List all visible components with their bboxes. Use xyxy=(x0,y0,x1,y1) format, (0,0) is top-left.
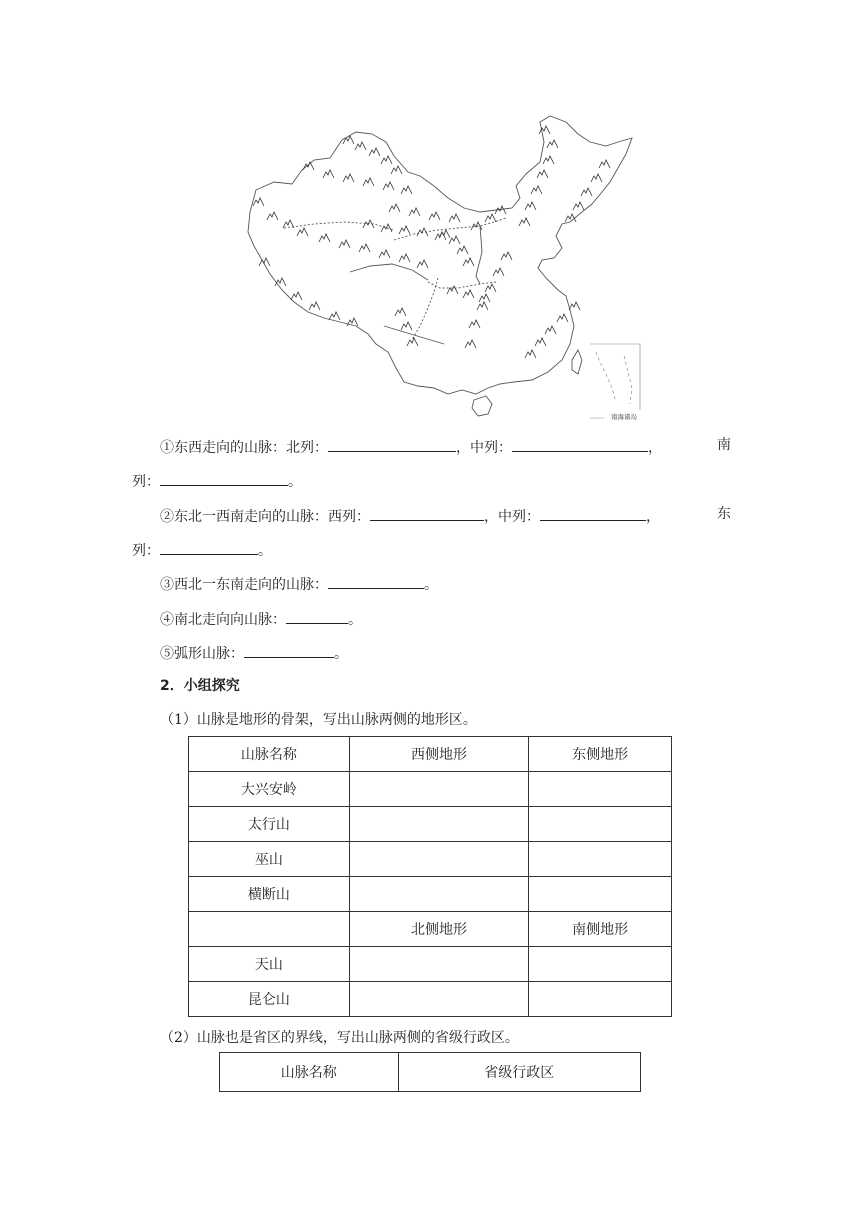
mountain-symbol xyxy=(303,162,314,170)
mountain-symbol xyxy=(525,202,536,210)
question-2-end: 。 xyxy=(258,543,272,559)
section-2-part-1: （1）山脉是地形的骨架，写出山脉两侧的地形区。 xyxy=(160,712,477,728)
row-label: 横断山 xyxy=(189,877,350,912)
question-3-line xyxy=(160,572,438,595)
mountain-symbol xyxy=(391,166,402,174)
subheader-blank xyxy=(189,912,350,947)
question-1-end: 。 xyxy=(288,474,302,490)
mountain-symbol xyxy=(449,214,460,222)
row-label: 太行山 xyxy=(189,807,350,842)
question-1-south-label: ， xyxy=(648,440,662,456)
question-2-line-2 xyxy=(132,538,272,561)
answer-cell[interactable] xyxy=(529,947,672,982)
mountain-symbol xyxy=(267,212,278,220)
answer-blank-nw-se[interactable] xyxy=(328,572,424,589)
answer-blank-south[interactable] xyxy=(160,469,288,486)
answer-blank-center[interactable] xyxy=(540,504,646,521)
mountain-symbol xyxy=(469,320,480,328)
mountain-symbol xyxy=(297,228,308,236)
question-4-line xyxy=(160,607,362,630)
mountain-symbol xyxy=(485,284,496,292)
question-1-mid-label: ，中列： xyxy=(456,440,512,456)
question-1-prefix: ①东西走向的山脉：北列： xyxy=(160,440,328,456)
mountain-symbol xyxy=(401,186,412,194)
table-header-row xyxy=(220,1053,641,1092)
question-2-east-char: 东 xyxy=(717,506,731,522)
mountain-symbol xyxy=(355,142,366,150)
answer-cell[interactable] xyxy=(529,842,672,877)
answer-cell[interactable] xyxy=(529,982,672,1017)
terrain-table xyxy=(188,736,672,1017)
mountain-symbol xyxy=(465,340,476,348)
answer-cell[interactable] xyxy=(349,772,529,807)
mountain-symbol xyxy=(463,258,474,266)
mountain-symbol xyxy=(457,246,468,254)
mountain-symbol xyxy=(343,174,354,182)
header-south-terrain: 南侧地形 xyxy=(529,912,672,947)
answer-blank-west[interactable] xyxy=(370,504,484,521)
question-3-end: 。 xyxy=(424,577,438,593)
answer-blank-arc[interactable] xyxy=(244,641,334,658)
mountain-symbol xyxy=(383,182,394,190)
mountain-symbol xyxy=(493,268,504,276)
mountain-symbol xyxy=(599,160,610,168)
mountain-symbol xyxy=(369,148,380,156)
section-2-part-2: （2）山脉也是省区的界线，写出山脉两侧的省级行政区。 xyxy=(160,1030,519,1046)
mountain-symbol xyxy=(359,244,370,252)
mountain-symbol xyxy=(547,140,558,148)
row-label: 昆仑山 xyxy=(189,982,350,1017)
mountain-symbol xyxy=(537,170,548,178)
question-2-east-label: ， xyxy=(646,509,660,525)
header-north-terrain: 北侧地形 xyxy=(349,912,529,947)
province-table xyxy=(219,1052,641,1092)
question-3-prefix: ③西北一东南走向的山脉： xyxy=(160,577,328,593)
mountain-symbol xyxy=(581,188,592,196)
row-label: 巫山 xyxy=(189,842,350,877)
mountain-symbol xyxy=(535,338,546,346)
answer-blank-middle[interactable] xyxy=(512,435,648,452)
mountain-symbol xyxy=(343,136,354,144)
answer-blank-ns[interactable] xyxy=(286,607,348,624)
mountain-symbol xyxy=(379,250,390,258)
header-west-terrain: 西侧地形 xyxy=(349,737,529,772)
taiwan-island xyxy=(572,350,582,374)
question-1-line-1 xyxy=(160,435,662,458)
header-province: 省级行政区 xyxy=(398,1053,640,1092)
mountain-symbol xyxy=(573,202,584,210)
mountain-symbol xyxy=(545,326,556,334)
header-mountain-name: 山脉名称 xyxy=(220,1053,399,1092)
inset-label: 南海诸岛 xyxy=(611,413,637,421)
question-1-south-char: 南 xyxy=(717,437,731,453)
mountain-symbol xyxy=(399,226,410,234)
table-row xyxy=(189,842,672,877)
mountain-symbol xyxy=(381,156,392,164)
answer-blank-east[interactable] xyxy=(160,538,258,555)
mountain-symbol xyxy=(323,170,334,178)
mountain-symbol xyxy=(417,228,428,236)
question-2-prefix: ②东北一西南走向的山脉：西列： xyxy=(160,509,370,525)
mountain-symbol xyxy=(495,206,506,214)
mountain-symbol xyxy=(363,178,374,186)
question-5-line xyxy=(160,641,348,664)
mountain-symbol xyxy=(479,294,490,302)
answer-cell[interactable] xyxy=(529,772,672,807)
table-subheader-row xyxy=(189,912,672,947)
answer-cell[interactable] xyxy=(349,982,529,1017)
mountain-symbol xyxy=(401,322,412,330)
mountain-symbol xyxy=(339,240,350,248)
row-label: 天山 xyxy=(189,947,350,982)
table-row xyxy=(189,807,672,842)
question-5-prefix: ⑤弧形山脉： xyxy=(160,646,244,662)
mountain-symbol xyxy=(291,292,302,300)
mountain-symbol xyxy=(485,214,496,222)
question-2-cont-label: 列： xyxy=(132,543,160,559)
question-4-prefix: ④南北走向向山脉： xyxy=(160,612,286,628)
mountain-symbol xyxy=(519,218,530,226)
mountain-symbol xyxy=(381,224,392,232)
answer-cell[interactable] xyxy=(349,807,529,842)
section-2-heading: 2．小组探究 xyxy=(160,678,240,694)
mountain-symbol xyxy=(275,278,286,286)
mountain-symbol xyxy=(389,204,400,212)
mountain-symbol xyxy=(449,236,460,244)
mountain-symbol xyxy=(591,174,602,182)
answer-cell[interactable] xyxy=(349,842,529,877)
mountain-symbol xyxy=(525,350,536,358)
question-1-cont-label: 列： xyxy=(132,474,160,490)
mountain-symbol xyxy=(409,208,420,216)
mountain-symbol xyxy=(477,302,488,310)
mountain-symbol xyxy=(557,314,568,322)
table-row xyxy=(189,947,672,982)
mountain-symbol xyxy=(395,308,406,316)
mountain-symbol xyxy=(429,212,440,220)
question-1-line-2 xyxy=(132,469,302,492)
table-row xyxy=(189,772,672,807)
answer-cell[interactable] xyxy=(349,947,529,982)
mountain-symbol xyxy=(407,338,418,346)
question-2-line-1 xyxy=(160,504,660,527)
mountain-symbol xyxy=(543,156,554,164)
mountain-symbol xyxy=(417,260,428,268)
mountain-symbol xyxy=(531,186,542,194)
mountain-symbol xyxy=(319,234,330,242)
question-5-end: 。 xyxy=(334,646,348,662)
mountain-symbol xyxy=(463,290,474,298)
mountain-symbol xyxy=(565,214,576,222)
answer-cell[interactable] xyxy=(529,807,672,842)
china-outline xyxy=(248,116,632,394)
mountain-symbol xyxy=(309,302,320,310)
mountain-symbol xyxy=(501,252,512,260)
question-2-mid-label: ，中列： xyxy=(484,509,540,525)
header-east-terrain: 东侧地形 xyxy=(529,737,672,772)
table-row xyxy=(189,877,672,912)
question-4-end: 。 xyxy=(348,612,362,628)
answer-cell[interactable] xyxy=(349,877,529,912)
answer-cell[interactable] xyxy=(529,877,672,912)
row-label: 大兴安岭 xyxy=(189,772,350,807)
mountain-symbol xyxy=(253,198,264,206)
mountain-symbol xyxy=(329,312,340,320)
mountain-symbol xyxy=(447,286,458,294)
header-mountain-name: 山脉名称 xyxy=(189,737,350,772)
answer-blank-north[interactable] xyxy=(328,435,456,452)
mountain-symbol xyxy=(399,254,410,262)
mountain-symbol xyxy=(569,302,580,310)
china-mountain-map xyxy=(244,112,644,424)
hainan-island xyxy=(472,396,492,416)
table-row xyxy=(189,982,672,1017)
table-header-row xyxy=(189,737,672,772)
mountain-symbol xyxy=(363,220,374,228)
